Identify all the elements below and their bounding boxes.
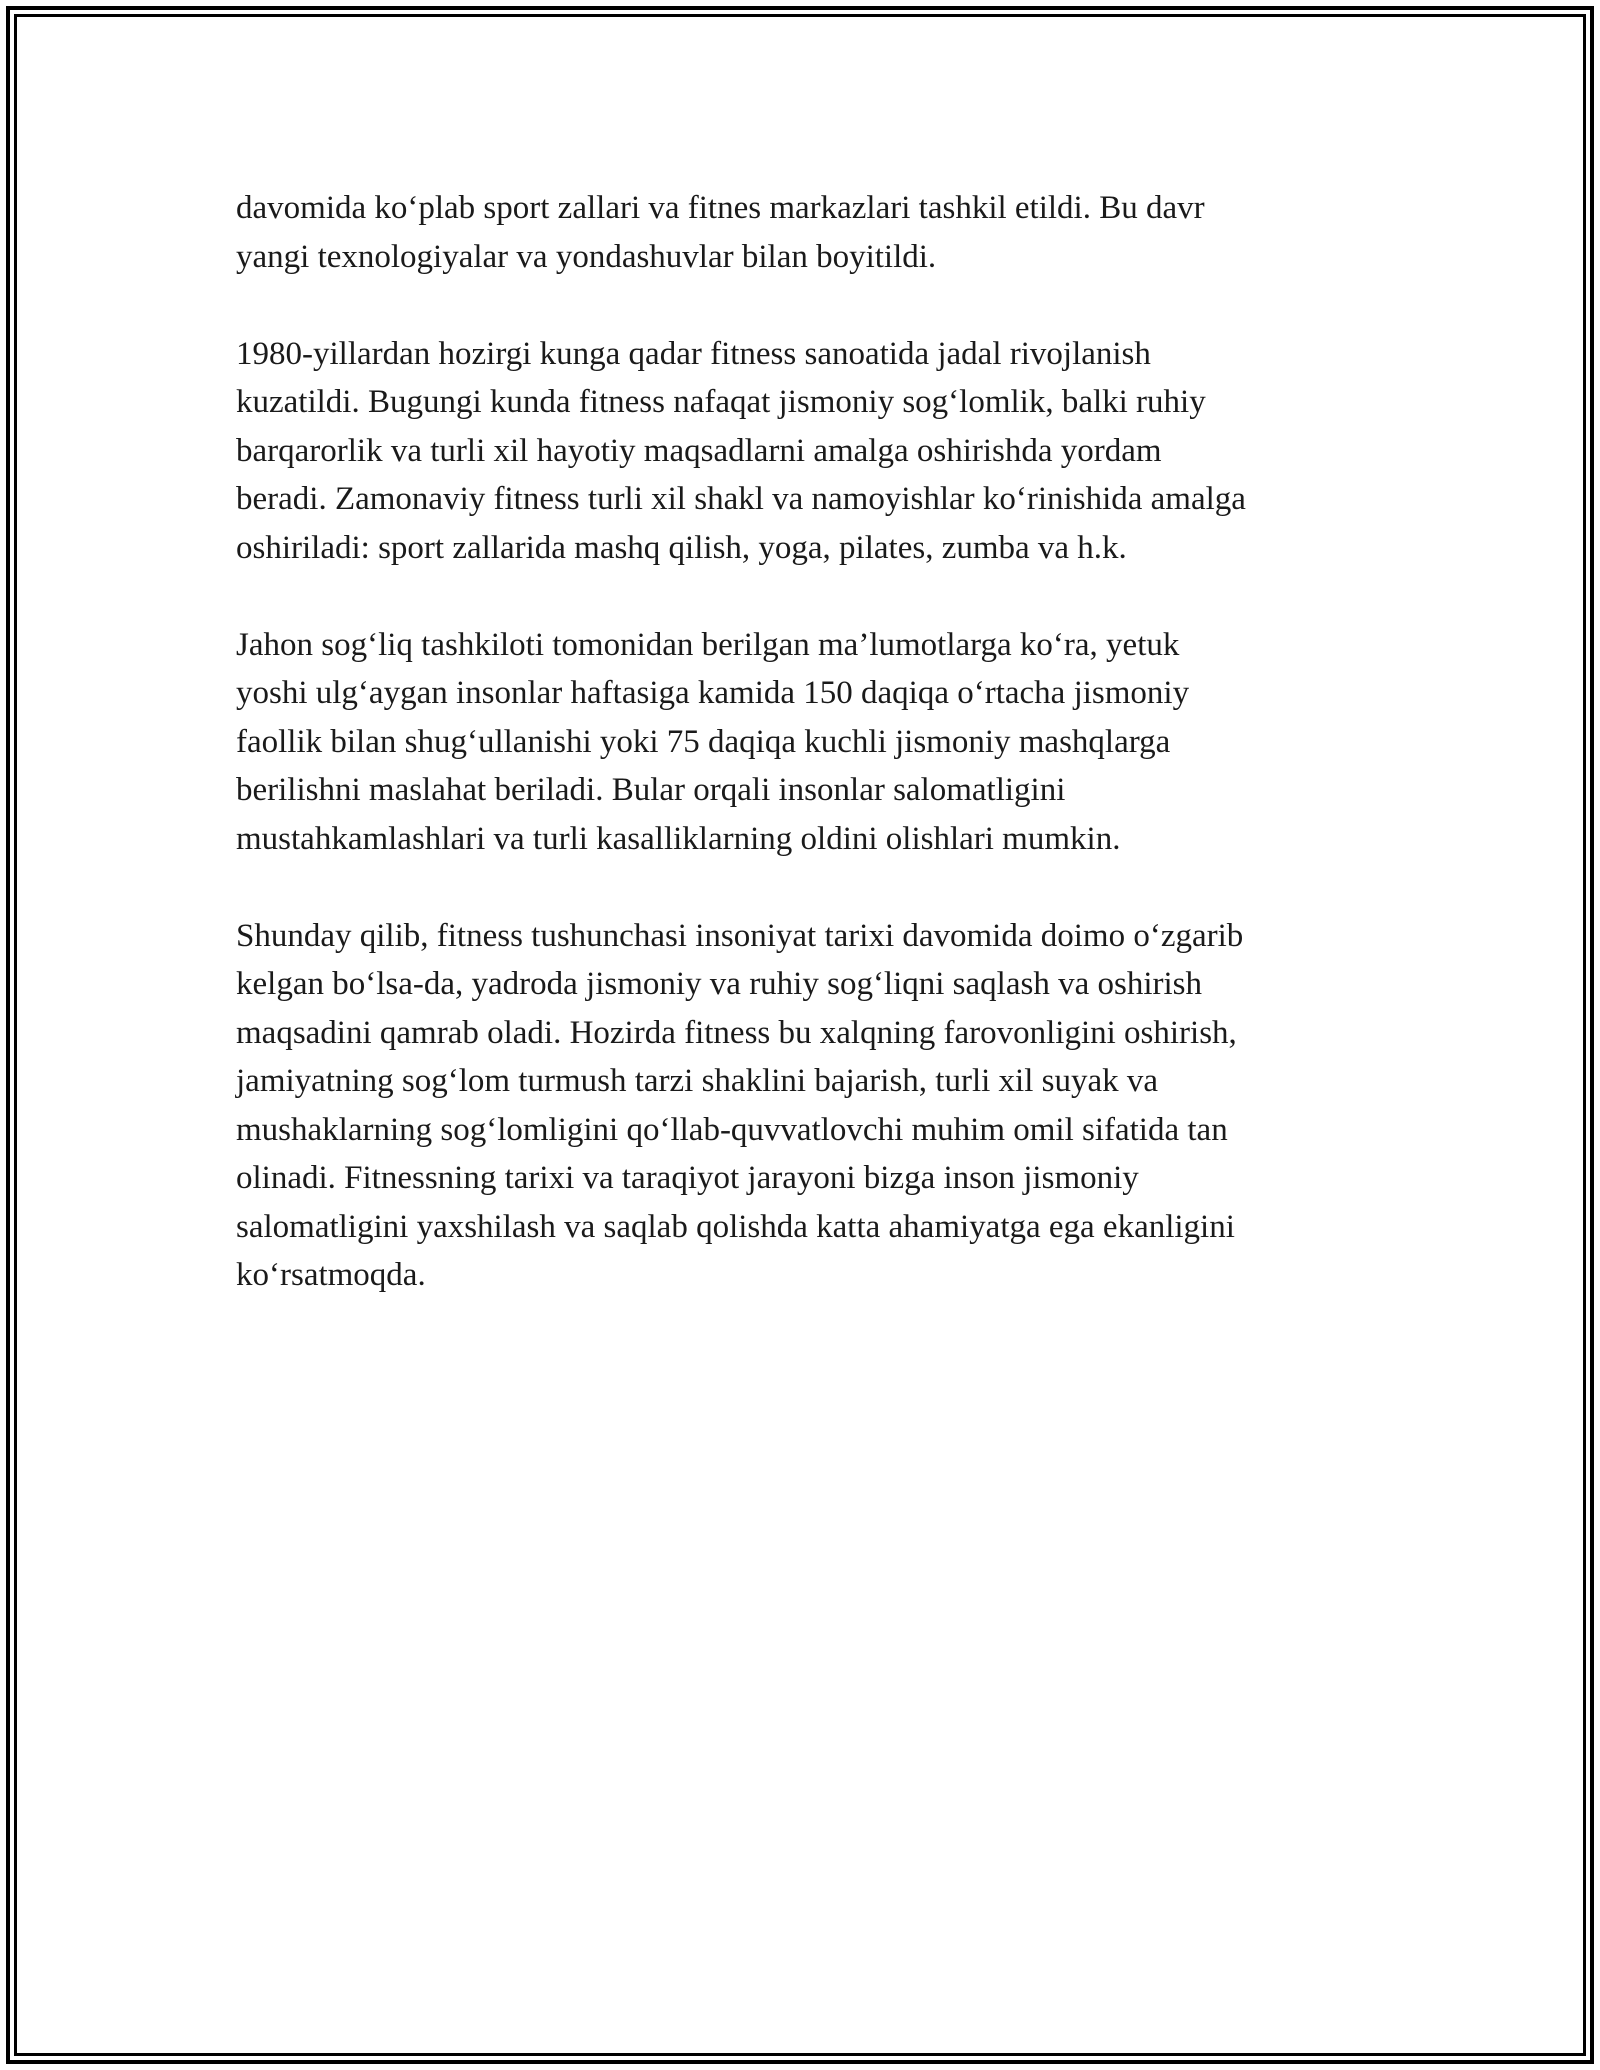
paragraph-2: 1980-yillardan hozirgi kunga qadar fitness sanoatida jadal rivojlanish kuzatildi. Bugungi kunda fitness nafaqat jismoniy sog‘lomlik, balki ruhiy barqarorlik va turli xil hayotiy maqsadlarni amalga oshirishda yordam beradi. Zamonaviy fitness turli xil shakl va namoyishlar ko‘rinishida amalga oshiriladi: sport zallarida mashq qilish, yoga, pilates, zumba va h.k. bbox=[236, 335, 1246, 566]
document-body bbox=[236, 184, 1376, 1348]
paragraph-4: Shunday qilib, fitness tushunchasi insoniyat tarixi davomida doimo o‘zgarib kelgan bo‘lsa-da, yadroda jismoniy va ruhiy sog‘liqni saqlash va oshirish maqsadini qamrab oladi. Hozirda fitness bu xalqning farovonligini oshirish, jamiyatning sog‘lom turmush tarzi shaklini bajarish, turli xil suyak va mushaklarning sog‘lomligini qo‘llab-quvvatlovchi muhim omil sifatida tan olinadi. Fitnessning tarixi va taraqiyot jarayoni bizga inson jismoniy salomatligini yaxshilash va saqlab qolishda katta ahamiyatga ega ekanligini ko‘rsatmoqda. bbox=[236, 917, 1244, 1293]
paragraph-1: davomida ko‘plab sport zallari va fitnes markazlari tashkil etildi. Bu davr yangi texnologiyalar va yondashuvlar bilan boyitildi. bbox=[236, 190, 1205, 275]
paragraph-3: Jahon sog‘liq tashkiloti tomonidan berilgan ma’lumotlarga ko‘ra, yetuk yoshi ulg‘aygan insonlar haftasiga kamida 150 daqiqa o‘rtacha jismoniy faollik bilan shug‘ullanishi yoki 75 daqiqa kuchli jismoniy mashqlarga berilishni maslahat beriladi. Bular orqali insonlar salomatligini mustahkamlashlari va turli kasalliklarning oldini olishlari mumkin. bbox=[236, 626, 1190, 857]
